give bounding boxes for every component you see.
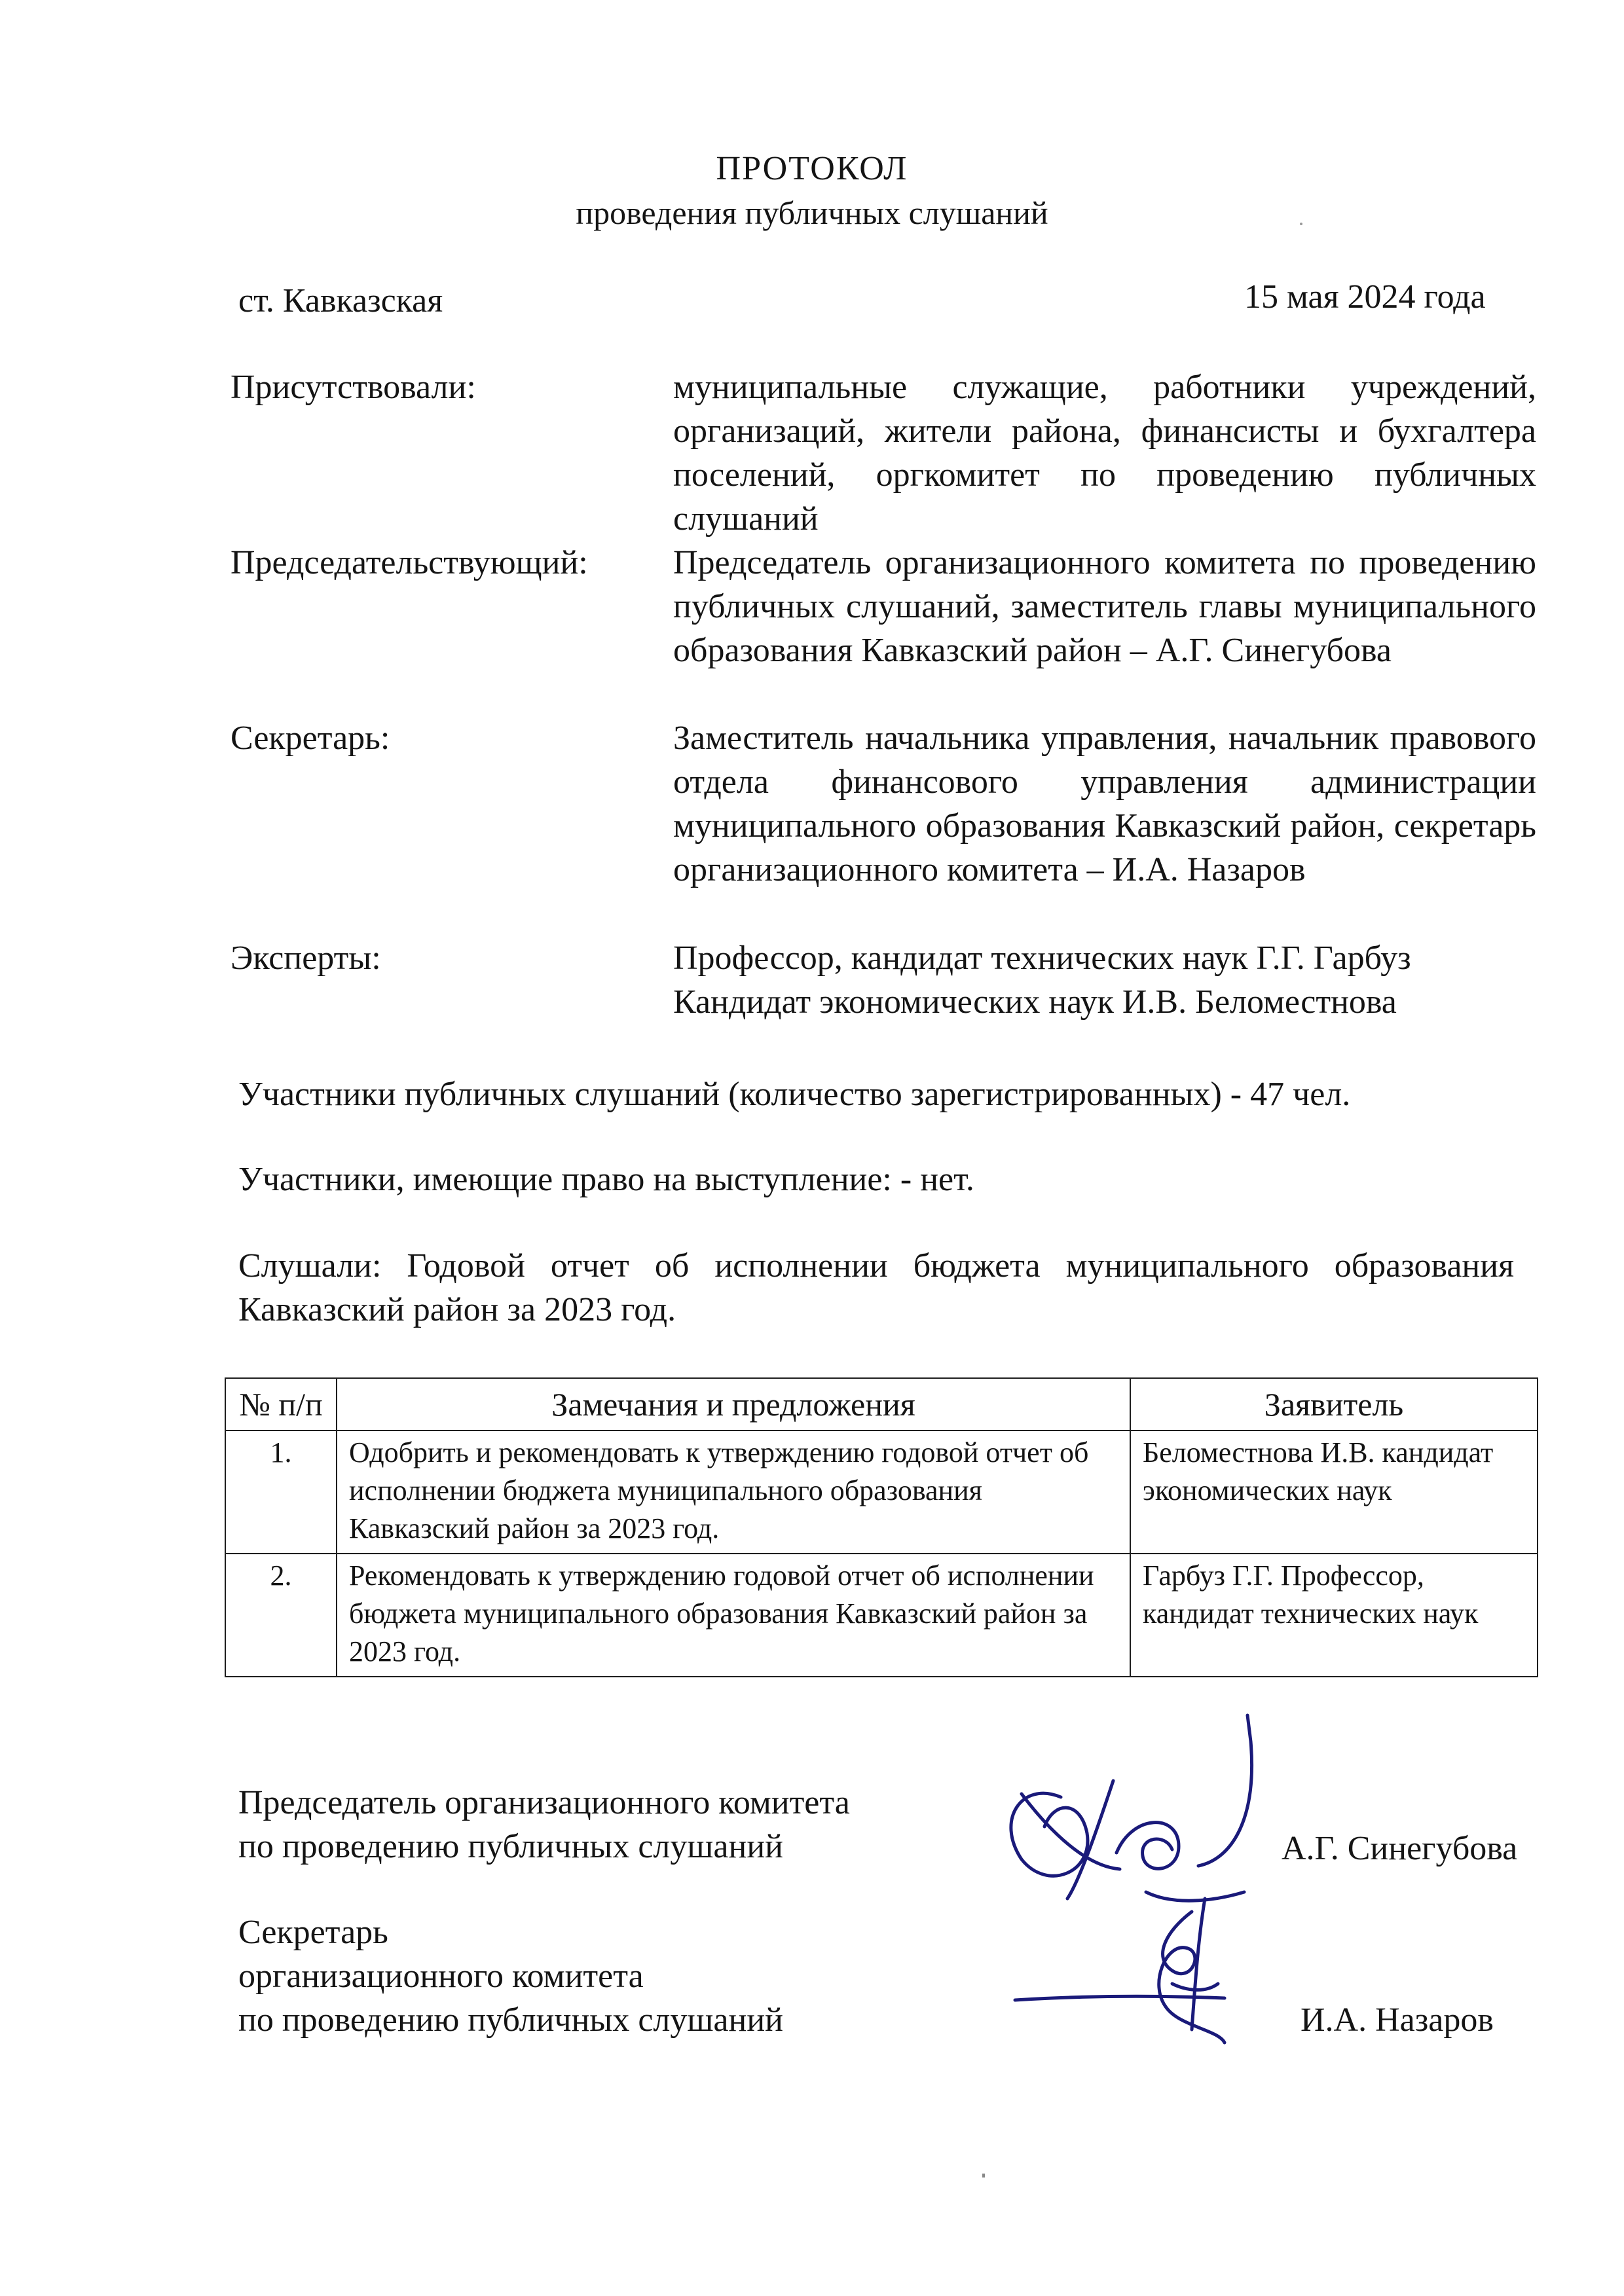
role-label-experts: Эксперты: — [231, 939, 381, 977]
expert-line: Профессор, кандидат технических наук Г.Г. Гарбуз — [673, 939, 1411, 977]
row-remark: Одобрить и рекомендовать к утверждению годовой отчет об исполнении бюджета муниципального образования Кавказский район за 2023 год. — [337, 1430, 1130, 1554]
table-row — [225, 1554, 1538, 1677]
row-applicant: Гарбуз Г.Г. Профессор, кандидат технических наук — [1130, 1554, 1538, 1677]
role-label-chair: Председательствующий: — [231, 544, 588, 581]
scan-speck — [1300, 223, 1302, 225]
signature-name-chair: А.Г. Синегубова — [1282, 1830, 1518, 1867]
signature-position-line: Председатель организационного комитета — [238, 1784, 850, 1821]
signature-position-line: Секретарь — [238, 1914, 388, 1951]
row-number: 1. — [225, 1430, 337, 1554]
signature-position-secretary — [238, 1910, 783, 2042]
heard-paragraph: Слушали: Годовой отчет об исполнении бюджета муниципального образования Кавказский район за 2023 год. — [238, 1247, 1514, 1328]
column-header-remarks: Замечания и предложения — [337, 1378, 1130, 1430]
participants-count: Участники публичных слушаний (количество зарегистрированных) - 47 чел. — [238, 1076, 1351, 1113]
signature-name-secretary: И.А. Назаров — [1301, 2001, 1494, 2039]
row-applicant: Беломестнова И.В. кандидат экономических наук — [1130, 1430, 1538, 1554]
signature-position-chair — [238, 1781, 850, 1868]
place: ст. Кавказская — [238, 282, 443, 319]
role-text-experts — [673, 936, 1536, 1024]
column-header-applicant: Заявитель — [1130, 1378, 1538, 1430]
document-subtitle: проведения публичных слушаний — [576, 194, 1048, 231]
signature-position-line: организационного комитета — [238, 1958, 644, 1995]
role-text-present: муниципальные служащие, работники учреждений, организаций, жители района, финансисты и бухгалтера поселений, оргкомитет по проведению публичных слушаний — [673, 369, 1536, 538]
scan-speck — [982, 2174, 985, 2178]
signature-position-line: по проведению публичных слушаний — [238, 2001, 783, 2039]
row-number: 2. — [225, 1554, 337, 1677]
table-header-row — [225, 1378, 1538, 1430]
date: 15 мая 2024 года — [1244, 278, 1486, 316]
remarks-table — [225, 1377, 1538, 1677]
role-text-secretary: Заместитель начальника управления, начальник правового отдела финансового управления администрации муниципального образования Кавказский район, секретарь организационного комитета – И.А. Назаров — [673, 720, 1536, 888]
table-row — [225, 1430, 1538, 1554]
role-text-chair: Председатель организационного комитета по проведению публичных слушаний, заместитель главы муниципального образования Кавказский район – А.Г. Синегубова — [673, 544, 1536, 669]
handwritten-signature-secretary — [1008, 1886, 1283, 2056]
role-label-present: Присутствовали: — [231, 369, 476, 406]
column-header-number: № п/п — [225, 1378, 337, 1430]
document-title: ПРОТОКОЛ — [716, 150, 908, 187]
role-label-secretary: Секретарь: — [231, 720, 390, 757]
speakers-note: Участники, имеющие право на выступление: - нет. — [238, 1161, 974, 1198]
expert-line: Кандидат экономических наук И.В. Беломестнова — [673, 983, 1397, 1021]
signature-position-line: по проведению публичных слушаний — [238, 1828, 783, 1865]
row-remark: Рекомендовать к утверждению годовой отчет об исполнении бюджета муниципального образования Кавказский район за 2023 год. — [337, 1554, 1130, 1677]
